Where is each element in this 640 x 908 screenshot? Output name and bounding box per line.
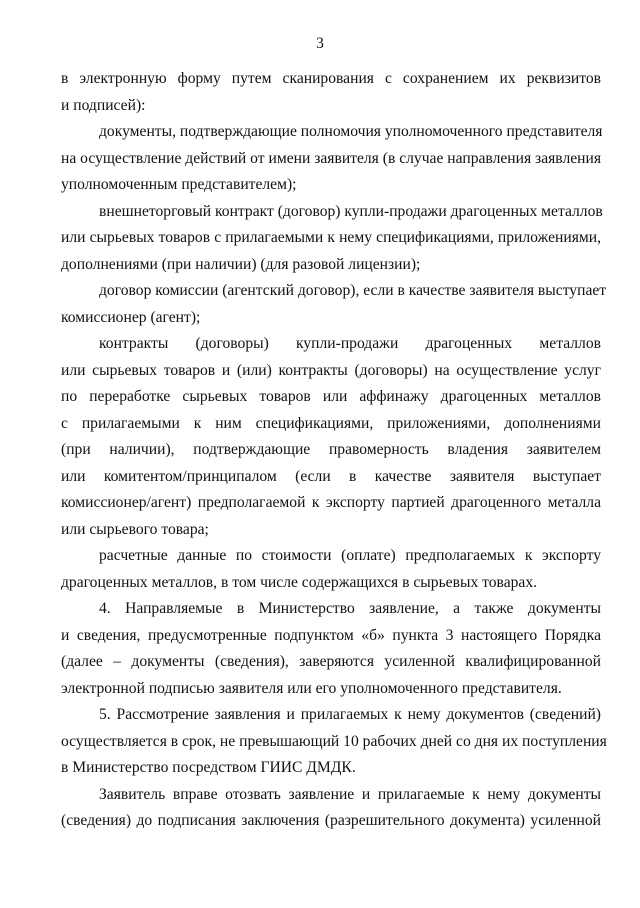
- text-line: документы, подтверждающие полномочия уполномоченного представителя: [99, 123, 603, 140]
- document-paragraph: [61, 543, 601, 596]
- document-paragraph: [61, 278, 607, 331]
- text-line: электронной подписью заявителя или его уполномоченного представителя.: [61, 679, 562, 697]
- text-line: с прилагаемыми к ним спецификациями, приложениями, дополнениями: [61, 414, 601, 432]
- text-line: по переработке сырьевых товаров или аффинажу драгоценных металлов: [61, 388, 601, 405]
- document-paragraph: [61, 199, 601, 279]
- text-line: или сырьевого товара;: [61, 520, 209, 538]
- text-line: в Министерство посредством ГИИС ДМДК.: [61, 759, 356, 776]
- document-paragraph: [61, 596, 601, 702]
- text-line: на осуществление действий от имени заявителя (в случае направления заявления: [61, 149, 602, 167]
- document-paragraph: [61, 66, 601, 119]
- text-line: 5. Рассмотрение заявления и прилагаемых к нему документов (сведений): [99, 706, 601, 723]
- text-line: расчетные данные по стоимости (оплате) предполагаемых к экспорту: [99, 547, 601, 564]
- document-paragraph: [61, 331, 601, 543]
- text-line: комиссионер (агент);: [61, 308, 201, 326]
- text-line: драгоценных металлов, в том числе содержащихся в сырьевых товарах.: [61, 573, 538, 591]
- document-paragraph: [61, 782, 601, 835]
- text-line: дополнениями (при наличии) (для разовой лицензии);: [61, 255, 421, 273]
- text-line: или сырьевых товаров и (или) контракты (договоры) на осуществление услуг: [61, 361, 601, 379]
- text-line: комиссионер/агент) предполагаемой к экспорту партией драгоценного металла: [61, 494, 601, 511]
- text-line: контракты (договоры) купли-продажи драгоценных металлов: [99, 335, 601, 352]
- text-line: и сведения, предусмотренные подпунктом «б» пункта 3 настоящего Порядка: [61, 626, 601, 644]
- text-line: внешнеторговый контракт (договор) купли-продажи драгоценных металлов: [99, 202, 603, 220]
- text-line: в электронную форму путем сканирования с сохранением их реквизитов: [61, 70, 601, 87]
- text-line: 4. Направляемые в Министерство заявление, а также документы: [99, 600, 601, 617]
- document-paragraph: [61, 702, 607, 782]
- text-line: или комитентом/принципалом (если в качестве заявителя выступает: [61, 467, 601, 485]
- text-line: уполномоченным представителем);: [61, 176, 297, 193]
- document-paragraph: [61, 119, 601, 199]
- text-line: или сырьевых товаров с прилагаемыми к нему спецификациями, приложениями,: [61, 229, 601, 246]
- text-line: (сведения) до подписания заключения (разрешительного документа) усиленной: [61, 812, 601, 829]
- document-body: [61, 66, 607, 835]
- text-line: (далее – документы (сведения), заверяются усиленной квалифицированной: [61, 653, 601, 670]
- text-line: (при наличии), подтверждающие правомерность владения заявителем: [61, 441, 601, 458]
- text-line: договор комиссии (агентский договор), если в качестве заявителя выступает: [99, 282, 607, 299]
- text-line: осуществляется в срок, не превышающий 10 рабочих дней со дня их поступления: [61, 732, 607, 750]
- page-number: 3: [316, 35, 324, 52]
- text-line: Заявитель вправе отозвать заявление и прилагаемые к нему документы: [99, 785, 601, 803]
- text-line: и подписей):: [61, 96, 146, 114]
